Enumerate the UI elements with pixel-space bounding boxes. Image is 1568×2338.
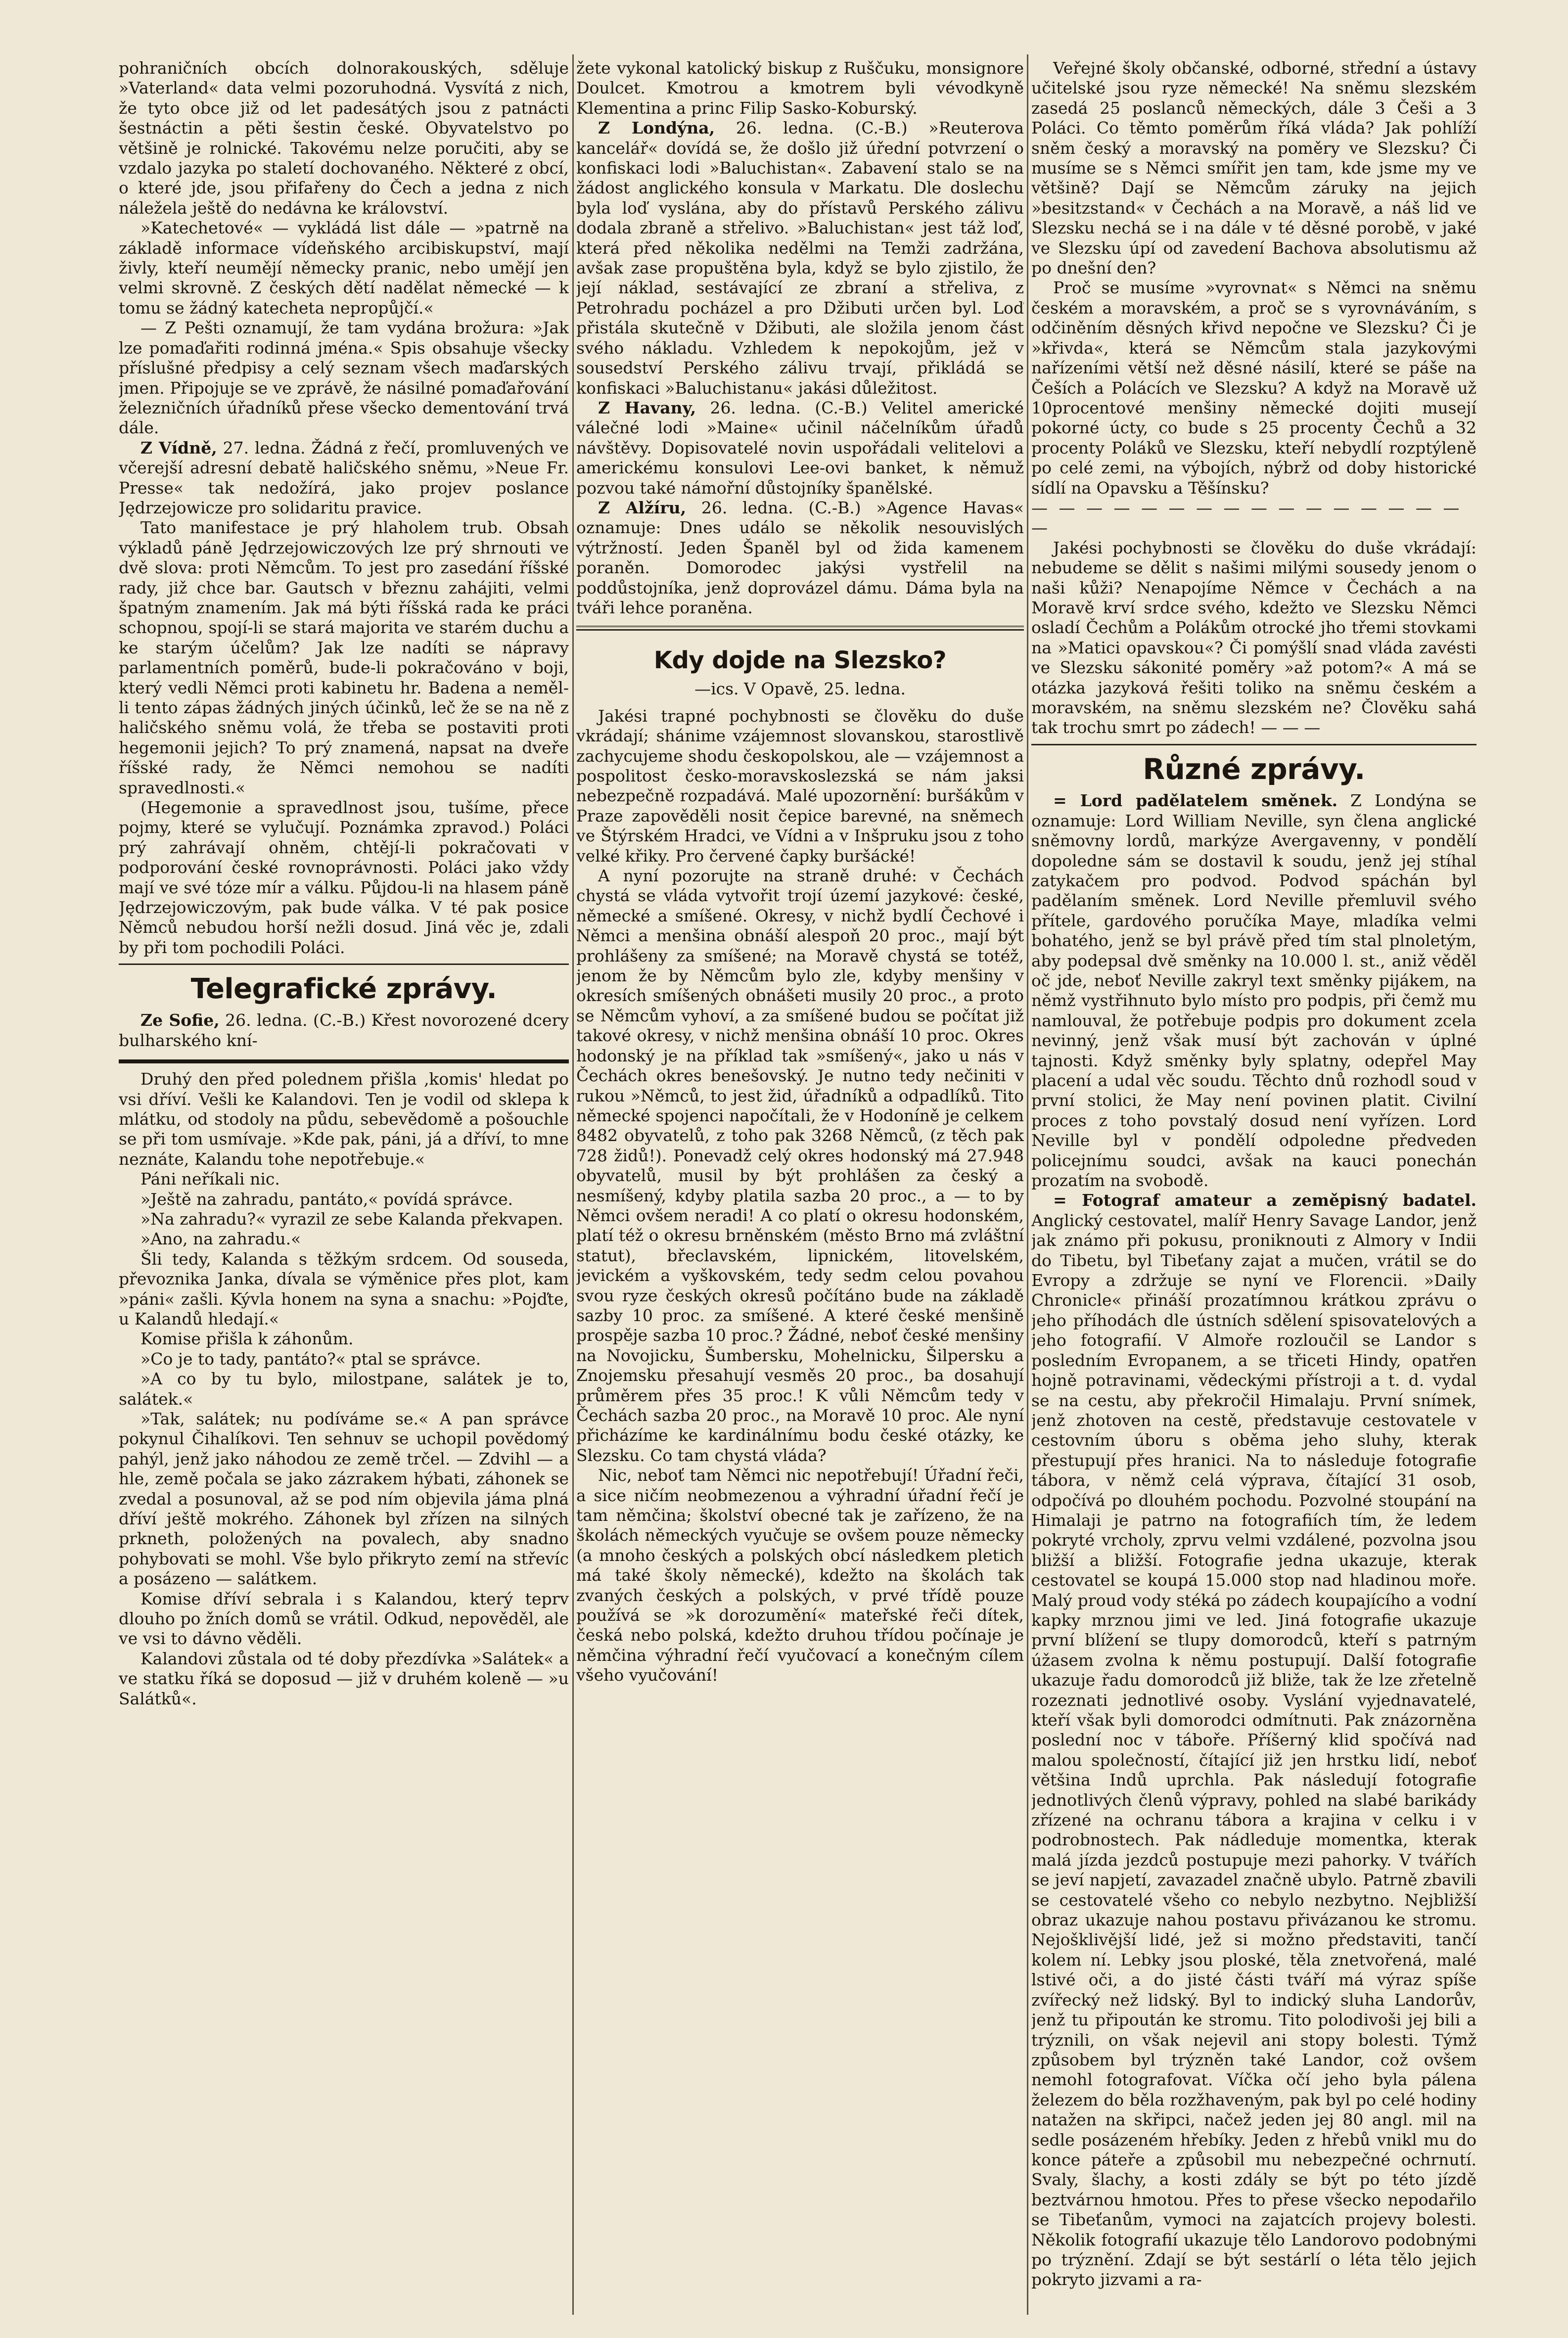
section-rule [119, 963, 569, 965]
article-heading: Kdy dojde na Slezsko? [653, 646, 947, 675]
news-item-photographer: = Fotograf amateur a zeměpisný badatel. Anglický cestovatel, malíř Henry Savage Landor, jenž jak známo při pokusu, proniknouti z Almory v Indii do Tibetu, byl Tibeťany zajat a mučen, vrátil se do Evropy a zdržuje se nyní ve Florencii. »Daily Chronicle« přináší prozatímnou krátkou zprávu o jeho příhodách dle ústních sdělení spisovatelových a jeho fotografií. V Almoře rozloučil se Landor s posledním Evropanem, a se třiceti Hindy, opatřen hojně potravinami, vědeckými přístroji a t. d. vydal se na cestu, aby překročil Himalaju. První snímek, jenž zhotoven na cestě, představuje cestovatele v cestovním úboru s oběma jeho sluhy, kterak přestupují přes hranici. Na to následuje fotografie tábora, v němž celá výprava, čítající 31 osob, odpočívá po dlouhém pochodu. Pozvolné stoupání na Himalaji je patrno na fotografiích tím, že ledem pokryté vrcholy, zprvu velmi vzdálené, pozvolna jsou bližší a bližší. Fotografie jedna ukazuje, kterak cestovatel se koupá 15.000 stop nad hladinou moře. Malý proud vody stéká po zádech koupajícího a vodní kapky mrznou jimi ve led. Jiná fotografie ukazuje první blížení se tlupy domorodců, kteří s patrným úžasem zvolna k němu postupují. Další fotografie ukazuje řadu domorodců již bliže, tak že lze zřetelně rozeznati jednotlivé osoby. Vyslání vyjednavatelé, kteří však byli domorodci odmítnuti. Pak znázorněna poslední noc v táboře. Příšerný klid spočívá nad malou společností, čítající již jen hrstku lidí, neboť většina Indů uprchla. Pak následují fotografie jednotlivých členů výpravy, pohled na slabé barikády zřízené na ochranu tábora a krajina v celku i v podrobnostech. Pak nádleduje momentka, kterak malá jízda jezdců postupuje mezi pahorky. V tvářích se jeví napjetí, zavazadel značně ubylo. Patrně zbavili se cestovatelé všeho co nebylo nezbytno. Nejbližší obraz ukazuje nahou postavu přivázanou ke stromu. Nejošklivější lidé, jež si možno představiti, tančí kolem ní. Lebky jsou ploské, těla znetvořená, malé lstivé oči, a do jisté části tváří má výraz spíše zvířecký než lidský. Byl to indický sluha Landorův, jenž tu připoután ke stromu. Tito polodivoši jej bili a trýznili, on však nejevil ani stopy bolesti. Týmž způsobem byl trýzněn také Landor, což ovšem nemohl fotografovat. Víčka očí jeho byla pálena železem do běla rozžhaveným, pak byl po celé hodiny natažen na skřipci, načež jeden jej 80 angl. mil na sedle posázeném hřebíky. Jeden z hřebů vnikl mu do konce páteře a způsobil mu nebezpečné ochrnutí. Svaly, šlachy, a kosti zdály se být po této jízdě beztvárnou hmotou. Přes to přese všecko nepodařilo se Tibeťanům, vymoci na zajatcích projevy bolesti. Několik fotografií ukazuje tělo Landorovo podobnými po trýznění. Zdají se být sestárlí o léta tělo jejich pokryto jizvami a ra- [1031, 1191, 1476, 2290]
article-paragraph: (Hegemonie a spravedlnost jsou, tušíme, přece pojmy, které se vylučují. Poznámka zpravod.) Poláci prý zahrávají ohněm, chtějí-li pokračovati v podporování české rovnoprávnosti. Poláci jako vždy mají ve své tóze mír a válku. Půjdou-li na hlasem páně Jędrzejowiczovým, pak bude válka. V té pak posice Němců nebudou horší nežli dosud. Jiná věc je, zdali by při tom pochodili Poláci. [119, 798, 569, 957]
story-paragraph: »Tak, salátek; nu podíváme se.« A pan správce pokynul Čihalíkovi. Ten sehnuv se uchopil povědomý pahýl, jenž jako náhodou ze země trčel. — Zdvihl — a hle, země počala se jako zázrakem hýbati, záhonek se zvedal a posunoval, až se pod ním objevila jáma plná dříví ještě mokrého. Záhonek byl zřízen na silných prkneth, položených na povalech, aby snadno pohybovati se mohl. Vše bylo přikryto zemí na střevíc a posázeno — salátkem. [119, 1409, 569, 1589]
column-2 [576, 58, 1024, 2314]
dateline-place: Z Londýna, [598, 118, 715, 138]
news-item-havana: Z Havany, 26. ledna. (C.-B.) Velitel americké válečné lodi »Maine« učinil náčelníkům úřadů návštěvy. Dopisovatelé novin uspořádali velitelovi a americkému konsulovi Lee-ovi banket, k němuž pozvou také námořní důstojníky španělské. [576, 398, 1024, 498]
story-paragraph: »A co by tu bylo, milostpane, salátek je to, salátek.« [119, 1369, 569, 1409]
article-paragraph: žete vykonal katolický biskup z Ruščuku, monsignore Doulcet. Kmotrou a kmotrem byli vévodkyně Klementina a princ Filip Sasko-Koburský. [576, 58, 1024, 118]
story-paragraph: Komise přišla k záhonům. [140, 1329, 354, 1349]
feuilleton-rule [119, 1059, 569, 1063]
story-paragraph: Páni neříkali nic. [140, 1169, 280, 1189]
section-heading-misc: Různé zprávy. [1143, 752, 1365, 786]
column-1 [119, 58, 569, 2314]
story-paragraph: »Ano, na zahradu.« [140, 1229, 301, 1249]
story-paragraph: »Ještě na zahradu, pantáto,« povídá správce. [140, 1189, 513, 1209]
dateline-place: Z Vídně, [140, 438, 217, 458]
column-3 [1031, 58, 1476, 2314]
article-paragraph: — Z Pešti oznamují, že tam vydána brožura: »Jak lze pomaďařiti rodinná jména.« Spis obsahuje všecky příslušné předpisy a celý seznam všech maďarských jmen. Připojuje se ve zprávě, že násilné pomaďařování železničních úřadníků přese všecko dementování trvá dále. [119, 318, 569, 438]
section-heading-telegraphic: Telegrafické zprávy. [190, 973, 497, 1006]
story-paragraph: Druhý den před polednem přišla ‚komis' hledat po vsi dříví. Vešli ke Kalandovi. Ten je vodil od sklepa k mlátku, od stodoly na půdu, sebevědomě a pošouchle se při tom usmívaje. »Kde pak, páni, já a dříví, to mne neznáte, Kalandu tohe nepotřebuje.« [119, 1069, 569, 1169]
article-byline: —ics. V Opavě, 25. ledna. [694, 679, 906, 699]
news-item-london: Z Londýna, 26. ledna. (C.-B.) »Reuterova kancelář« dovídá se, že došlo již úřední potvrzení o konfiskaci lodi »Baluchistan«. Zabavení stalo se na žádost anglického konsula v Markatu. Dle doslechu byla loď vyslána, aby do přístavů Perského zálivu dodala zbraně a střelivo. »Baluchistan« jest táž loď, která před několika nedělmi na Temži zadržána, avšak zase propuštěna byla, když se bylo zjistilo, že její náklad, sestávající ze zbraní a střeliva, z Petrohradu pocházel a pro Džibuti určen byl. Loď přistála skutečně v Džibuti, ale složila jenom část svého nákladu. Vzhledem k nepokojům, jež v sousedství Perského zálivu trvají, přikládá se konfiskaci »Baluchistanu« jakási důležitost. [576, 118, 1024, 398]
story-paragraph: Šli tedy, Kalanda s těžkým srdcem. Od souseda, převoznika Janka, dívala se výměnice přes plot, kam »páni« zašli. Kývla honem na syna a snachu: »Pojďte, u Kalandů hledají.« [119, 1249, 569, 1329]
news-item-algiers: Z Alžíru, 26. ledna. (C.-B.) »Agence Havas« oznamuje: Dnes událo se několik nesouvislých výtržností. Jeden Španěl byl od žida kamenem poraněn. Domorodec jakýsi vystřelil na poddůstojníka, jenž doprovázel dámu. Dáma byla na tváři lehce poraněna. [576, 498, 1024, 617]
item-title: = Fotograf amateur a zeměpisný badatel. [1053, 1191, 1476, 1210]
story-paragraph: Komise dříví sebrala i s Kalandou, který teprv dlouho po žních domů se vrátil. Odkud, nepověděl, ale ve vsi to dávno věděli. [119, 1589, 569, 1649]
news-item-vienna: Z Vídně, 27. ledna. Žádná z řečí, promluvených ve včerejší adresní debatě haličského sněmu, »Neue Fr. Presse« tak nedožírá, jako projev poslance Jędrzejowicze pro solidaritu pravice. [119, 438, 569, 517]
article-paragraph: A nyní pozorujte na straně druhé: v Čechách chystá se vláda vytvořit trojí území jazykové: české, německé a smíšené. Okresy, v nichž bydlí Čechové i Němci a menšina obnáší alespoň 20 proc., mají být prohlášeny za smíšené; na Moravě chystá se totéž, jenom že by Němcům bylo zle, kdyby menšiny v okresích smíšených obnášeti musily 20 proc., a proto se Němcům vyhoví, a za smíšené budou se počítat již takové okresy, v nichž menšina obnáší 10 proc. Okres hodonský je na příklad tak »smíšený«, jako u nás v Čechách okres benešovský. Je nutno tedy nečiniti v rukou »Němců, to jest žid, úřadníků a odpadlíků. Tito německé spojenci napočítali, že v Hodoníně je celkem 8482 obyvatelů, z toho pak 3268 Němců, (z těch pak 728 židů!). Ponevadž celý okres hodonský má 27.948 obyvatelů, musil by být prohlášen za český a nesmíšený, kdyby platila sazba 20 proc., a — to by Němci ovšem neradi! A co platí o okresu hodonském, platí též o okresu brněnském (město Brno má zvláštní statut), břeclavském, lipnickém, litovelském, jevickém a vyškovském, tedy sedm celou povahou svou ryze českých okresů počítáno bude na základě sazby 10 proc. za smíšené. A které české menšině prospěje sazba 10 proc.? Žádné, neboť české menšiny na Novojicku, Šumbersku, Mohelnicku, Šilpersku a Znojemsku přesahují vesměs 20 proc., ba dosahují průměrem přes 35 proc.! K vůli Němcům tedy v Čechách sazba 20 proc., na Moravě 10 proc. Ale nyní přicházíme ke kardinálnímu bodu české otázky, ke Slezsku. Co tam chystá vláda? [576, 866, 1024, 1465]
article-paragraph: Nic, neboť tam Němci nic nepotřebují! Úřadní řeči, a sice ničím neobmezenou a výhradní úřadní řečí je tam němčina; školství obecné tak je zařízeno, že na školách německých vyučuje se ovšem pouze německy (a mnoho českých a polských obcí následkem pletich má také školy německé), kdežto na školách tak zvaných českých a polských, v prvé třídě pouze používá se »k dorozumění« mateřské řeči dítek, česká nebo polská, kdežto druhou třídou počínaje je němčina výhradní řečí vyučovací a konečným cílem všeho vyučování! [576, 1466, 1024, 1685]
dateline-place: Ze Sofie, [140, 1010, 220, 1030]
dateline-place: Z Alžíru, [598, 498, 687, 517]
story-paragraph: »Na zahradu?« vyrazil ze sebe Kalanda překvapen. [140, 1209, 563, 1229]
column-separator [1027, 54, 1028, 2315]
article-paragraph: Jakési trapné pochybnosti se člověku do duše vkrádají; shánime vzájemnost slovanskou, starostlivě zachycujeme shodu českopolskou, ale — vzájemnost a pospolitost česko-moravskoslezská se nám jaksi nebezpečně rozpadává. Malé upozornění: buršákům v Praze zapověděli nosit čepice barevné, na sněmech ve Štýrském Hradci, ve Vídni a v Inšpruku jsou z toho velké křiky. Pro červené čapky buršácké! [576, 706, 1024, 866]
story-paragraph: Kalandovi zůstala od té doby přezdívka »Salátek« a ve statku říká se doposud — již v druhém koleně — »u Salátků«. [119, 1649, 569, 1708]
article-paragraph: Jakési pochybnosti se člověku do duše vkrádají: nebudeme se dělit s našimi milými sousedy jenom o naši kůži? Nenapojíme Němce v Čechách a na Moravě krví srdce svého, kdežto ve Slezsku Němci osladí Čechům a Polákům otrocké jho třemi stovkami na »Matici opavskou«? Či pomýšlí snad vláda zavésti ve Slezsku sákonité poměry »až potom?« A má se otázka jazyková řešiti toliko na sněmu českém a moravském, na sněmu slezském ne? Člověku sahá tak trochu smrt po zádech! — — — [1031, 538, 1476, 737]
article-paragraph: Proč se musíme »vyrovnat« s Němci na sněmu českém a moravském, a proč se s vyrovnáváním, s odčiněním děsných křivd nepočne ve Slezsku? Či je »křivda«, která se Němcům stala jazykovými nařízeními větší než děsné násilí, které se páše na Češích a Polácích ve Slezsku? A když na Moravě už 10procentové menšiny německé dojiti musejí pokorné úcty, co bude s 25 procenty Čechů a 32 procenty Poláků ve Slezsku, kteří nebydlí rozptýleně po celé zemi, na výbojích, nýbrž od doby historické sídlí na Opavsku a Těšínsku? [1031, 278, 1476, 498]
section-rule [576, 626, 1024, 631]
news-item-sofia: Ze Sofie, 26. ledna. (C.-B.) Křest novorozené dcery bulharského kní- [119, 1010, 569, 1050]
article-paragraph: Tato manifestace je prý hlaholem trub. Obsah výkladů páně Jędrzejowiczových lze prý shrnouti ve dvě slova: proti Němcům. To jest pro zasedání říšské rady, již chce bar. Gautsch v březnu zahájiti, velmi špatným znamením. Jak má býti říšská rada ke práci schopnou, spojí-li se stará majorita ve starém duchu a ke starým účelům? Jak lze nadíti se nápravy parlamentních poměrů, bude-li pokračováno v boji, který vedli Němci proti kabinetu hr. Badena a neměl-li tento zápas žádných jiných účinků, leč že se na ně z haličského sněmu volá, že třeba se postaviti proti hegemonii jejich? To prý znamená, napsat na dveře říšské rady, že Němci nemohou se nadíti spravedlnosti.« [119, 518, 569, 797]
item-title: = Lord padělatelem směnek. [1053, 791, 1338, 811]
story-paragraph: »Co je to tady, pantáto?« ptal se správce. [140, 1349, 481, 1369]
dash-separator: — — — — — — — — — — — — — — — — — [1031, 498, 1463, 538]
column-separator [572, 54, 574, 2315]
section-rule [1031, 744, 1476, 745]
article-paragraph: pohraničních obcích dolnorakouských, sděluje »Vaterland« data velmi pozoruhodná. Vysvítá z nich, že tyto obce již od let padesátých jsou z patnácti šestnáctin a pěti šestin české. Obyvatelstvo po většině je rolnické. Takovému nelze poručiti, aby se vzdalo jazyka po staletí dochovaného. Některé z obcí, o které jde, jsou přifařeny do Čech a jedna z nich náležela ještě do nedávna ke království. [119, 58, 569, 218]
dateline-place: Z Havany, [598, 398, 696, 417]
article-paragraph: Veřejné školy občanské, odborné, střední a ústavy učitelské jsou ryze německé! Na sněmu slezském zasedá 25 poslanců německých, dále 3 Češi a 3 Poláci. Co těmto poměrům říká vláda? Jak pohlíží sněm český a moravský na poměry ve Slezsku? Či musíme se s Němci smířit jen tam, kde jsme my ve většině? Dají se Němcům záruky na jejich »besitzstand« v Čechách a na Moravě, a náš lid ve Slezsku nechá se i na dále v té děsné porobě, v jaké ve Slezsku úpí od zavedení Bachova absolutismu až po dnešní den? [1031, 58, 1476, 278]
article-paragraph: »Katechetové« — vykládá list dále — »patrně na základě informace vídeňského arcibiskupství, mají živly, kteří neumějí německy pranic, nebo umějí jen velmi skrovně. Z českých dětí nadělat německé — k tomu se žádný katecheta nepropůjčí.« [119, 218, 569, 318]
news-item-lord: = Lord padělatelem směnek. Z Londýna se oznamuje: Lord William Neville, syn člena anglické sněmovny lordů, markýze Avergavenny, v pondělí dopoledne sám se dostavil k soudu, jenž jej stíhal zatykačem pro podvod. Podvod spáchán byl padělaním směnek. Lord Neville přemluvil svého přítele, gardového poručíka Maye, mladíka velmi bohatého, jenž se byl právě před tím stal plnoletým, aby podepsal dvě směnky na 10.000 l. st., aniž věděl oč jde, neboť Neville zakryl text směnky pijákem, na němž vystřihnuto bylo místo pro podpis, při čemž mu namlouval, že potřebuje podpis pro dokument zcela nevinný, jenž však musí být zachován v úplné tajnosti. Když směnky byly splatny, odepřel May placení a udal věc soudu. Těchto dnů rozhodl soud v první stolici, že May není povinen platit. Civilní proces z toho povstalý dosud není vyřízen. Lord Neville byl v pondělí odpoledne předveden policejnímu soudci, avšak na kauci ponechán prozatím na svobodě. [1031, 791, 1476, 1191]
